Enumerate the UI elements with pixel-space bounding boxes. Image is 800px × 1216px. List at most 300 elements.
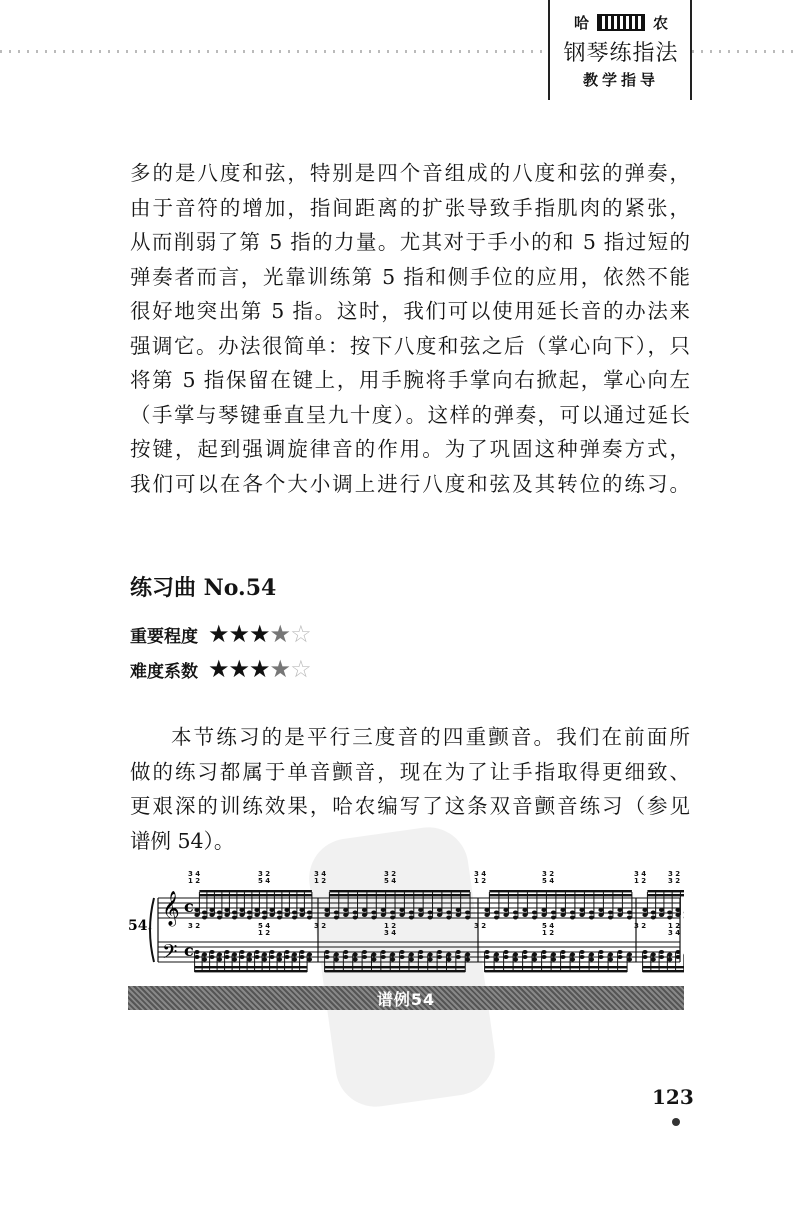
note-head [667,911,672,915]
note-head [589,958,594,962]
note-head [262,958,267,962]
time-signature-treble: c [184,897,194,916]
note-beam [485,966,627,968]
note-head [617,908,622,912]
note-head [202,953,207,957]
note-head [239,955,244,959]
note-head [437,908,442,912]
note-beam [647,894,684,896]
note-head [494,916,499,920]
note-head [334,916,339,920]
note-head [254,955,259,959]
fingering-bottom: 1 2 [258,929,271,937]
note-beam [329,894,470,896]
note-head [247,916,252,920]
note-head [232,958,237,962]
note-head [299,950,304,954]
header-dotted-rule-left [0,50,548,53]
note-head [651,911,656,915]
note-head [409,911,414,915]
note-head [494,911,499,915]
text-line: （手掌与琴键垂直呈九十度）。这样的弹奏，可以通过延长 [130,402,690,427]
fingering-top: 1 2 [634,877,647,885]
fingering-top: 1 2 [474,877,487,885]
note-head [675,908,680,912]
note-head [381,955,386,959]
note-head [399,908,404,912]
note-head [541,950,546,954]
note-head [232,916,237,920]
note-head [343,908,348,912]
note-head [224,913,229,917]
note-head [598,913,603,917]
note-head [484,955,489,959]
note-head [598,950,603,954]
text-line: 弹奏者而言，光靠训练第 5 指和侧手位的应用，依然不能 [130,264,690,289]
note-head [399,950,404,954]
note-head [428,911,433,915]
text-line: 由于音符的增加，指间距离的扩张导致手指肌肉的紧张， [130,195,690,220]
note-head [232,953,237,957]
header-left-char: 哈 [573,13,589,32]
note-head [667,953,672,957]
note-head [608,953,613,957]
note-head [494,953,499,957]
note-head [484,908,489,912]
note-head [570,916,575,920]
note-head [262,916,267,920]
note-head [284,913,289,917]
note-head [651,953,656,957]
note-head [456,913,461,917]
fingering-bottom: 5 4 [258,922,271,930]
text-line: 我们可以在各个大小调上进行八度和弦及其转位的练习。 [130,471,690,496]
etude-title: 练习曲 No.54 [130,575,277,601]
note-head [428,958,433,962]
header-dotted-rule-right [692,50,800,53]
fingering-top: 3 4 [474,870,487,878]
note-head [292,958,297,962]
score-caption: 谱例54 [376,989,436,1009]
note-head [503,950,508,954]
note-head [324,955,329,959]
note-head [532,958,537,962]
note-head [269,950,274,954]
note-beam [199,894,312,896]
note-head [579,913,584,917]
note-head [608,911,613,915]
note-head [494,958,499,962]
note-beam [489,894,632,896]
importance-label: 重要程度 [130,626,198,647]
note-head [381,950,386,954]
fingering-top: 1 2 [188,877,201,885]
note-head [209,955,214,959]
note-beam [485,970,627,972]
fingering-bottom: 3 2 [634,922,647,930]
note-head [362,955,367,959]
note-head [209,908,214,912]
fingering-bottom: 1 2 [384,922,397,930]
note-head [570,911,575,915]
note-head [381,913,386,917]
fingering-top: 3 4 [314,870,327,878]
note-head [570,953,575,957]
note-beam [643,970,684,972]
note-head [277,953,282,957]
note-beam [329,890,470,892]
fingering-top: 3 4 [188,870,201,878]
note-head [307,911,312,915]
note-head [262,911,267,915]
note-head [399,913,404,917]
note-head [418,950,423,954]
note-head [608,958,613,962]
note-head [627,958,632,962]
note-head [353,953,358,957]
note-head [292,916,297,920]
note-head [217,916,222,920]
header-title: 钢琴练指法 [563,41,679,66]
fingering-bottom: 3 4 [668,929,681,937]
note-head [484,913,489,917]
note-head [541,955,546,959]
note-head [239,913,244,917]
note-head [437,955,442,959]
note-head [284,955,289,959]
score-caption-bar [128,986,684,1010]
star-icon: ★ [228,620,250,648]
star-icon: ★ [249,620,270,648]
note-head [446,958,451,962]
note-head [667,916,672,920]
note-head [269,913,274,917]
note-head [675,913,680,917]
note-head [232,911,237,915]
note-head [209,950,214,954]
note-head [299,913,304,917]
text-line: 谱例 54）。 [130,828,235,853]
note-head [390,911,395,915]
note-head [551,953,556,957]
note-head [522,955,527,959]
fingering-top: 3 2 [668,870,681,878]
note-head [194,955,199,959]
fingering-top: 5 4 [542,877,555,885]
note-head [209,913,214,917]
note-head [324,908,329,912]
note-head [428,953,433,957]
note-head [353,958,358,962]
note-head [446,953,451,957]
note-head [202,958,207,962]
note-head [277,911,282,915]
note-head [560,950,565,954]
note-head [254,950,259,954]
note-head [381,908,386,912]
note-beam [325,970,466,972]
note-head [239,950,244,954]
note-head [532,916,537,920]
note-head [446,916,451,920]
piano-keys-icon [597,14,645,31]
difficulty-rating [130,655,311,683]
note-head [541,913,546,917]
note-head [390,916,395,920]
note-beam [647,890,684,892]
note-head [456,955,461,959]
note-head [627,911,632,915]
header-frame-left [548,0,550,100]
note-head [651,916,656,920]
star-icon: ★ [208,655,229,683]
note-beam [195,970,308,972]
importance-stars [208,620,311,648]
note-head [617,913,622,917]
fingering-top: 3 2 [668,877,681,885]
note-head [659,908,664,912]
note-head [675,950,680,954]
header-right-char: 农 [653,13,669,32]
note-head [659,955,664,959]
fingering-bottom: 3 4 [384,929,397,937]
treble-clef-icon: 𝄞 [162,891,180,926]
note-head [522,950,527,954]
note-head [484,950,489,954]
note-head [513,916,518,920]
note-beam [199,890,312,892]
note-head [560,908,565,912]
note-head [513,911,518,915]
note-head [224,950,229,954]
running-header [556,10,686,90]
note-head [617,950,622,954]
note-head [651,958,656,962]
note-head [299,955,304,959]
paragraph-octave-chords [130,156,690,501]
note-head [522,908,527,912]
star-icon: ★ [269,620,291,648]
fingering-top: 3 2 [384,870,397,878]
note-head [579,908,584,912]
text-line: 本节练习的是平行三度音的四重颤音。我们在前面所 [171,725,690,749]
note-head [465,958,470,962]
note-head [194,950,199,954]
header-subtitle: 教学指导 [582,71,659,89]
note-head [642,955,647,959]
note-head [503,955,508,959]
note-head [277,958,282,962]
note-head [608,916,613,920]
note-head [589,916,594,920]
difficulty-stars [208,655,311,683]
bass-clef-icon: 𝄢 [162,940,178,968]
note-head [284,950,289,954]
note-head [642,908,647,912]
fingering-bottom: 1 2 [668,922,681,930]
fingering-top: 1 2 [314,877,327,885]
note-head [598,908,603,912]
star-icon: ☆ [290,655,311,683]
star-icon: ★ [269,655,291,683]
fingering-top: 5 4 [258,877,271,885]
note-head [465,916,470,920]
note-head [418,908,423,912]
note-head [307,958,312,962]
note-head [299,908,304,912]
note-head [560,913,565,917]
note-head [343,950,348,954]
note-head [541,908,546,912]
note-head [269,908,274,912]
note-beam [195,966,308,968]
note-head [437,913,442,917]
note-head [551,958,556,962]
note-head [513,958,518,962]
note-head [371,958,376,962]
note-head [362,908,367,912]
fingering-bottom: 1 2 [542,929,555,937]
note-head [627,953,632,957]
fingering-top: 5 4 [384,877,397,885]
note-head [589,953,594,957]
difficulty-label: 难度系数 [130,661,198,682]
note-head [334,953,339,957]
note-head [292,953,297,957]
note-head [371,916,376,920]
note-head [456,950,461,954]
note-beam [489,890,632,892]
note-head [194,908,199,912]
note-head [353,916,358,920]
note-head [409,916,414,920]
note-head [371,953,376,957]
note-head [343,955,348,959]
note-head [194,913,199,917]
note-head [675,955,680,959]
note-head [284,908,289,912]
note-head [465,953,470,957]
note-head [362,950,367,954]
note-head [532,953,537,957]
note-head [522,913,527,917]
note-head [292,911,297,915]
fingering-top: 3 2 [542,870,555,878]
page-number: 123 [652,1085,694,1109]
note-head [343,913,348,917]
note-head [224,955,229,959]
note-head [589,911,594,915]
importance-rating [130,620,311,648]
star-icon: ★ [228,655,250,683]
note-head [659,950,664,954]
text-line: 很好地突出第 5 指。这时，我们可以使用延长音的办法来 [130,299,690,323]
note-head [307,953,312,957]
note-head [579,950,584,954]
fingering-bottom: 3 2 [188,922,201,930]
note-head [667,958,672,962]
note-head [217,953,222,957]
note-head [513,953,518,957]
fingering-bottom: 3 2 [474,922,487,930]
note-head [334,958,339,962]
note-head [409,953,414,957]
note-head [217,958,222,962]
note-head [324,913,329,917]
note-head [456,908,461,912]
star-icon: ★ [208,620,229,648]
note-head [324,950,329,954]
note-head [437,950,442,954]
note-head [465,911,470,915]
note-head [247,953,252,957]
note-head [353,911,358,915]
note-beam [643,966,684,968]
note-head [659,913,664,917]
music-score-example [128,870,684,988]
fingering-bottom: 5 4 [542,922,555,930]
note-head [399,955,404,959]
note-head [409,958,414,962]
score-number: 54. [128,918,153,934]
note-head [217,911,222,915]
time-signature-bass: c [184,941,194,960]
fingering-top: 3 4 [634,870,647,878]
note-head [418,913,423,917]
note-head [418,955,423,959]
text-line: 多的是八度和弦，特别是四个音组成的八度和弦的弹奏， [130,161,690,185]
note-head [617,955,622,959]
note-head [202,916,207,920]
fingering-top: 3 2 [258,870,271,878]
note-head [390,958,395,962]
text-line: 将第 5 指保留在键上，用手腕将手掌向右掀起，掌心向左 [130,368,690,392]
note-head [446,911,451,915]
note-head [371,911,376,915]
note-head [428,916,433,920]
note-head [560,955,565,959]
note-head [503,908,508,912]
text-line: 强调它。办法很简单：按下八度和弦之后（掌心向下），只 [130,333,690,358]
note-head [269,955,274,959]
note-head [627,916,632,920]
note-head [642,950,647,954]
note-head [239,908,244,912]
note-head [202,911,207,915]
star-icon: ★ [249,655,270,683]
note-head [551,911,556,915]
note-head [642,913,647,917]
note-head [277,916,282,920]
text-line: 按键，起到强调旋律音的作用。为了巩固这种弹奏方式， [130,437,690,461]
note-head [334,911,339,915]
star-icon: ☆ [290,620,311,648]
text-line: 更艰深的训练效果，哈农编写了这条双音颤音练习（参见 [130,794,690,818]
note-head [247,958,252,962]
note-head [254,913,259,917]
note-head [503,913,508,917]
note-head [390,953,395,957]
note-head [247,911,252,915]
text-line: 从而削弱了第 5 指的力量。尤其对于手小的和 5 指过短的 [130,230,690,254]
note-head [262,953,267,957]
note-head [224,908,229,912]
note-head [551,916,556,920]
note-head [532,911,537,915]
note-head [254,908,259,912]
page-number-dot [672,1118,680,1126]
text-line: 做的练习都属于单音颤音，现在为了让手指取得更细致、 [130,759,690,784]
